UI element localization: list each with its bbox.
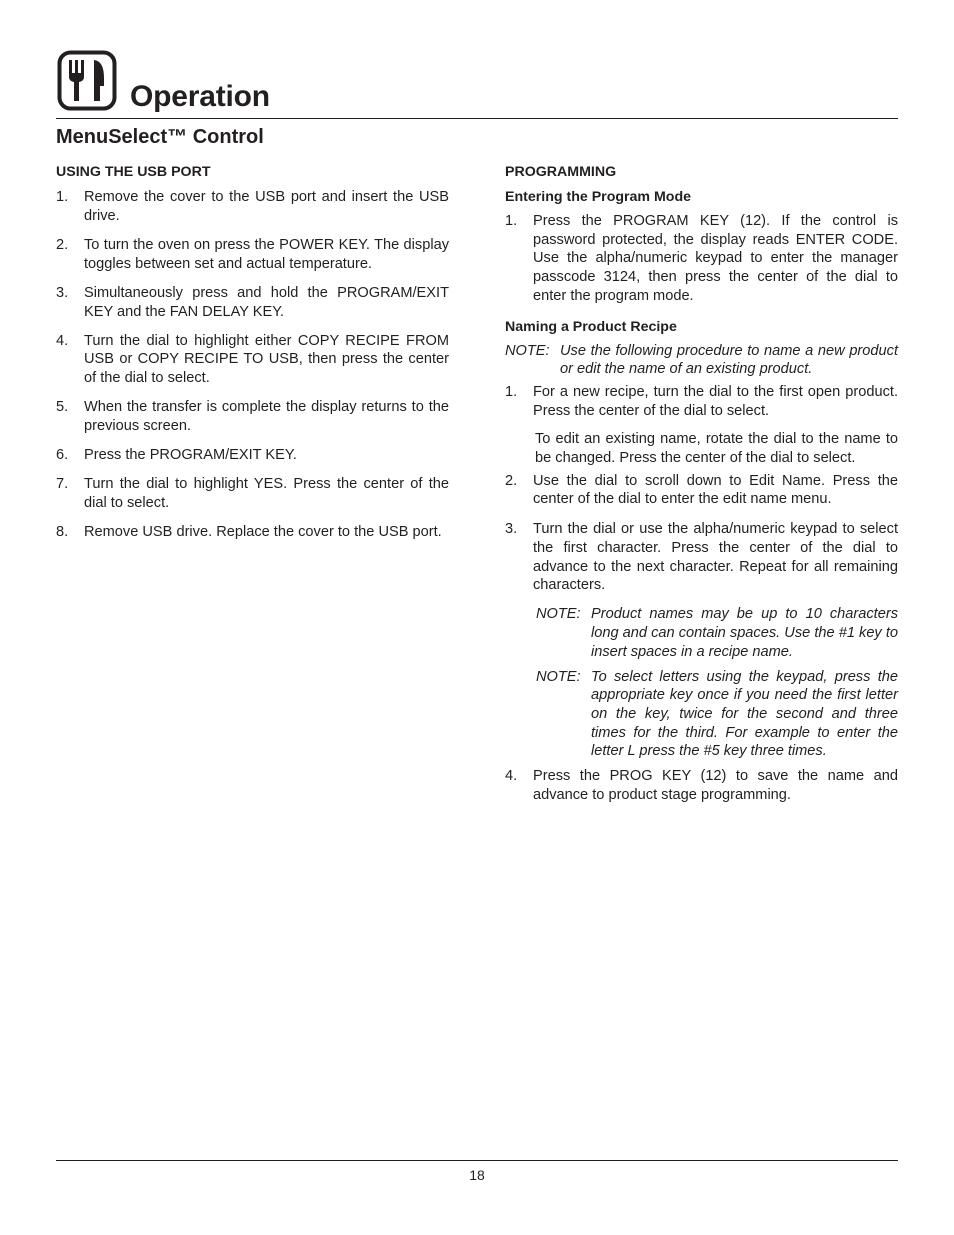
step-text: Press the PROG KEY (12) to save the name and advance to product stage programming. xyxy=(533,768,898,803)
step-number: 5. xyxy=(56,399,69,416)
step-number: 1. xyxy=(56,189,69,205)
naming-note-2 xyxy=(536,605,898,661)
step-number: 4. xyxy=(56,332,69,349)
usb-step-6 xyxy=(56,446,449,465)
usb-step-1 xyxy=(56,188,449,225)
naming-step-2 xyxy=(505,472,898,509)
naming-step-1-extra: To edit an existing name, rotate the dial to the name to be changed. Press the center of the dial to select. xyxy=(535,431,898,467)
step-number: 2. xyxy=(505,472,518,489)
usb-port-heading: USING THE USB PORT xyxy=(56,164,211,180)
step-number: 3. xyxy=(56,284,69,301)
usb-step-5 xyxy=(56,398,449,435)
step-text: Turn the dial or use the alpha/numeric keypad to select the first character. Press the center of the dial to advance to the next character. Repeat for all remaining characters. xyxy=(533,521,898,594)
step-text: Press the PROGRAM/EXIT KEY. xyxy=(84,447,297,464)
step-text: Turn the dial to highlight either COPY RECIPE FROM USB or COPY RECIPE TO USB, then press the center of the dial to select. xyxy=(84,332,449,387)
step-text: Turn the dial to highlight YES. Press the center of the dial to select. xyxy=(84,476,449,512)
header-divider xyxy=(56,118,898,119)
naming-step-3 xyxy=(505,520,898,595)
fork-and-knife-icon xyxy=(57,50,117,111)
step-text: Remove the cover to the USB port and insert the USB drive. xyxy=(84,189,449,224)
program-mode-step-1 xyxy=(505,212,898,306)
usb-step-7 xyxy=(56,475,449,512)
step-number: 7. xyxy=(56,476,69,493)
step-text: Remove USB drive. Replace the cover to the USB port. xyxy=(84,524,442,541)
section-title: MenuSelect™ Control xyxy=(56,126,264,148)
usb-step-3 xyxy=(56,284,449,321)
step-number: 2. xyxy=(56,236,69,253)
footer-divider xyxy=(56,1160,898,1161)
usb-step-4 xyxy=(56,332,449,388)
step-text: Use the dial to scroll down to Edit Name. Press the center of the dial to enter the edit name menu. xyxy=(533,472,898,508)
right-column xyxy=(505,163,898,815)
naming-note-3 xyxy=(536,668,898,762)
program-mode-subheading: Entering the Program Mode xyxy=(505,189,692,205)
step-number: 3. xyxy=(505,521,518,538)
page-number: 18 xyxy=(469,1167,485,1183)
step-number: 8. xyxy=(56,524,69,541)
step-number: 6. xyxy=(56,447,69,464)
naming-subheading: Naming a Product Recipe xyxy=(505,318,677,335)
step-number: 1. xyxy=(505,213,518,229)
step-text: For a new recipe, turn the dial to the first open product. Press the center of the dial to select. xyxy=(533,383,898,419)
step-text: Simultaneously press and hold the PROGRAM/EXIT KEY and the FAN DELAY KEY. xyxy=(84,284,449,320)
note-text: Product names may be up to 10 characters long and can contain spaces. Use the #1 key to insert spaces in a recipe name. xyxy=(591,606,898,660)
note-label: NOTE: xyxy=(536,668,581,685)
programming-heading: PROGRAMMING xyxy=(505,164,617,180)
step-text: To turn the oven on press the POWER KEY. The display toggles between set and actual temperature. xyxy=(84,236,449,272)
note-text: To select letters using the keypad, press the appropriate key once if you need the first letter on the key, twice for the second and three times for the third. For example to enter the letter L press the #5 key three times. xyxy=(591,668,898,760)
note-text: Use the following procedure to name a new product or edit the name of an existing product. xyxy=(560,342,898,378)
step-text: When the transfer is complete the display returns to the previous screen. xyxy=(84,399,449,435)
step-number: 1. xyxy=(505,383,518,400)
page-title: Operation xyxy=(130,80,270,113)
left-column xyxy=(56,163,449,553)
note-label: NOTE: xyxy=(536,606,581,623)
naming-step-1 xyxy=(505,383,898,420)
usb-step-8 xyxy=(56,523,449,542)
naming-note xyxy=(505,342,898,379)
step-text: Press the PROGRAM KEY (12). If the control is password protected, the display reads ENTER CODE. Use the alpha/numeric keypad to enter the manager passcode 3124, then press the center of the dial to enter the program mode. xyxy=(533,213,898,304)
usb-step-2 xyxy=(56,236,449,273)
note-label: NOTE: xyxy=(505,342,550,359)
step-number: 4. xyxy=(505,768,518,785)
naming-step-4 xyxy=(505,767,898,804)
